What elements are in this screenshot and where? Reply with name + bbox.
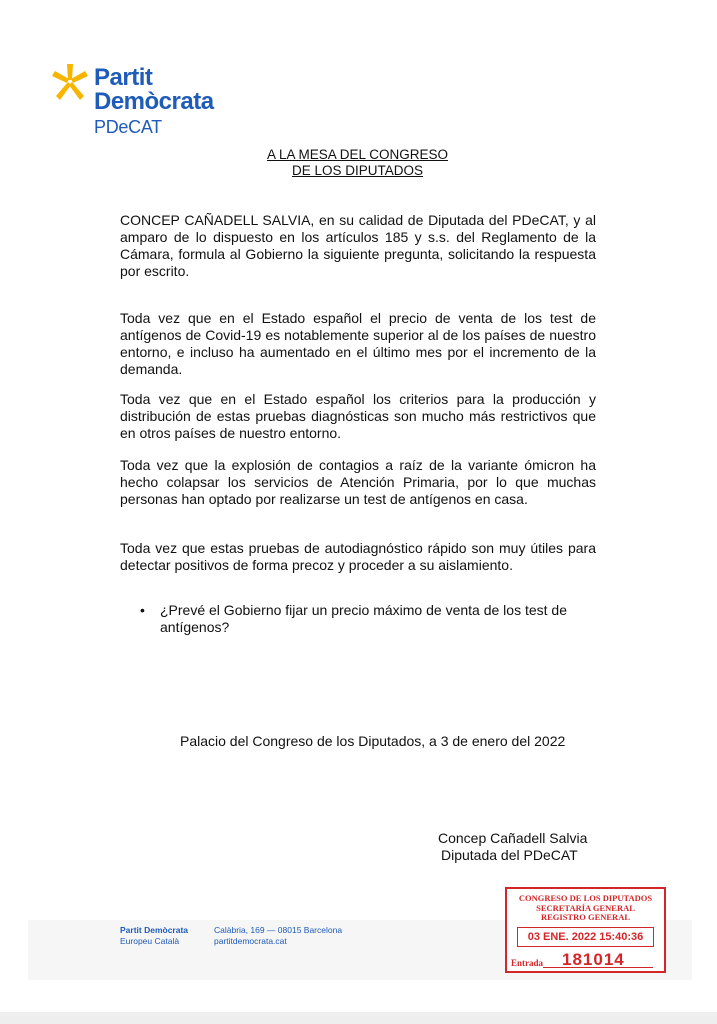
signature-role: Diputada del PDeCAT [441,847,578,863]
addressee-heading [120,147,595,179]
footer-brand [120,925,188,947]
bottom-strip [0,1012,717,1024]
party-logo [50,62,270,142]
logo-name-line1: Partit [94,64,153,91]
paragraph-contagion: Toda vez que la explosión de contagios a raíz de la variante ómicron ha hecho colapsar los servicios de Atención Primaria, por lo que muchas personas han optado por realizarse un test de antígenos en casa. [120,457,596,507]
bullet-icon: • [140,602,145,618]
stamp-entry-label: Entrada [511,958,544,968]
paragraph-price: Toda vez que en el Estado español el precio de venta de los test de antígenos de Covid-19 es notablemente superior al de los países de nuestro entorno, e incluso ha aumentado en el último mes por el incremento de la demanda. [120,310,596,377]
paragraph-selftest: Toda vez que estas pruebas de autodiagnóstico rápido son muy útiles para detectar positivos de forma precoz y proceder a su aislamiento. [120,540,596,573]
signature-name: Concep Cañadell Salvia [438,830,588,846]
footer-street: Calàbria, 169 — 08015 Barcelona [214,925,343,935]
stamp-line2: SECRETARÍA GENERAL [536,902,635,913]
asterisk-icon [50,62,90,102]
signature-block [438,830,587,864]
footer-address [214,925,342,947]
footer-brand-line2: Europeu Català [120,936,180,946]
logo-abbreviation: PDeCAT [94,117,162,137]
footer-brand-line1: Partit Demòcrata [120,925,189,935]
stamp-entry-number: 181014 [562,950,625,969]
question-text: ¿Prevé el Gobierno fijar un precio máximo de venta de los test de antígenos? [160,602,567,635]
logo-name-line2: Demòcrata [94,88,214,115]
heading-line1: A LA MESA DEL CONGRESO [266,147,449,162]
heading-line2: DE LOS DIPUTADOS [291,163,424,178]
paragraph-criteria: Toda vez que en el Estado español los criterios para la producción y distribución de estas pruebas diagnósticas son mucho más restrictivos que en otros países de nuestro entorno. [120,391,596,441]
intro-paragraph: CONCEP CAÑADELL SALVIA, en su calidad de Diputada del PDeCAT, y al amparo de lo dispuesto en los artículos 185 y s.s. del Reglamento de la Cámara, formula al Gobierno la siguiente pregunta, solicitando la respuesta por escrito. [120,212,596,279]
registry-stamp [505,887,666,973]
stamp-datetime: 03 ENE. 2022 15:40:36 [517,927,654,947]
stamp-line1: CONGRESO DE LOS DIPUTADOS [518,893,653,903]
stamp-line3: REGISTRO GENERAL [540,912,631,922]
footer-website: partitdemocrata.cat [214,936,287,946]
place-date: Palacio del Congreso de los Diputados, a 3 de enero del 2022 [180,733,566,749]
